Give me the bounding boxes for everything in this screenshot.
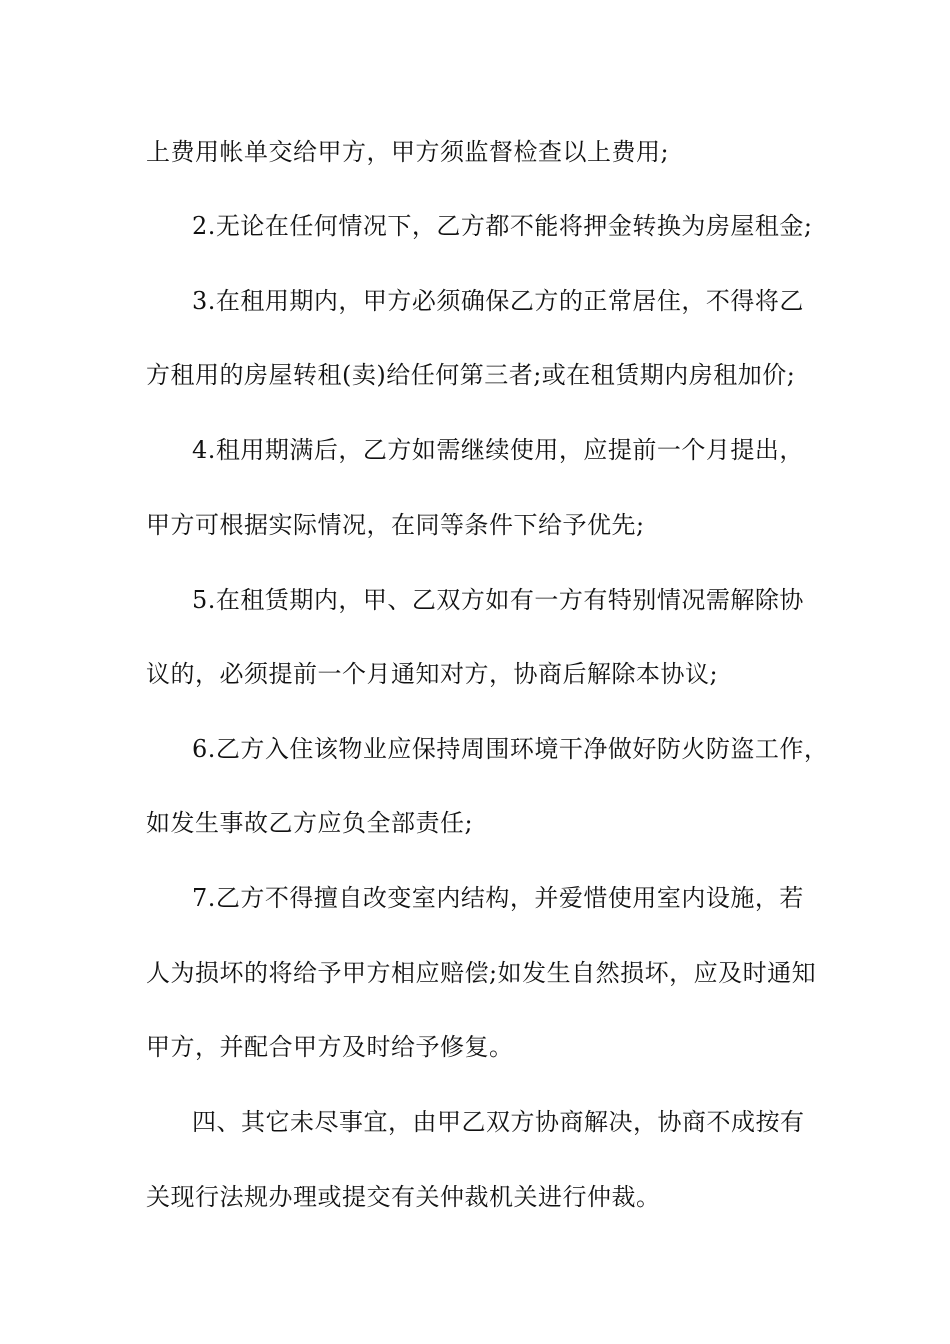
- clause-6-line: 6.乙方入住该物业应保持周围环境干净做好防火防盗工作，: [192, 735, 829, 763]
- section-four-line: 四、其它未尽事宜，由甲乙双方协商解决，协商不成按有: [192, 1108, 805, 1136]
- clause-2-line: 2.无论在任何情况下，乙方都不能将押金转换为房屋租金;: [192, 212, 813, 240]
- text-line: 如发生事故乙方应负全部责任;: [146, 809, 474, 837]
- text-line: 人为损坏的将给予甲方相应赔偿;如发生自然损坏，应及时通知: [146, 959, 817, 987]
- text-line: 议的，必须提前一个月通知对方，协商后解除本协议;: [146, 660, 719, 688]
- clause-5-line: 5.在租赁期内，甲、乙双方如有一方有特别情况需解除协: [192, 586, 804, 614]
- text-line: 上费用帐单交给甲方，甲方须监督检查以上费用;: [146, 138, 670, 166]
- text-line: 方租用的房屋转租(卖)给任何第三者;或在租赁期内房租加价;: [146, 361, 796, 389]
- text-line: 关现行法规办理或提交有关仲裁机关进行仲裁。: [146, 1183, 661, 1211]
- text-line: 甲方可根据实际情况，在同等条件下给予优先;: [146, 511, 645, 539]
- clause-7-line: 7.乙方不得擅自改变室内结构，并爱惜使用室内设施，若: [192, 884, 804, 912]
- clause-4-line: 4.租用期满后，乙方如需继续使用，应提前一个月提出，: [192, 436, 804, 464]
- text-line: 甲方，并配合甲方及时给予修复。: [146, 1033, 514, 1061]
- clause-3-line: 3.在租用期内，甲方必须确保乙方的正常居住，不得将乙: [192, 287, 804, 315]
